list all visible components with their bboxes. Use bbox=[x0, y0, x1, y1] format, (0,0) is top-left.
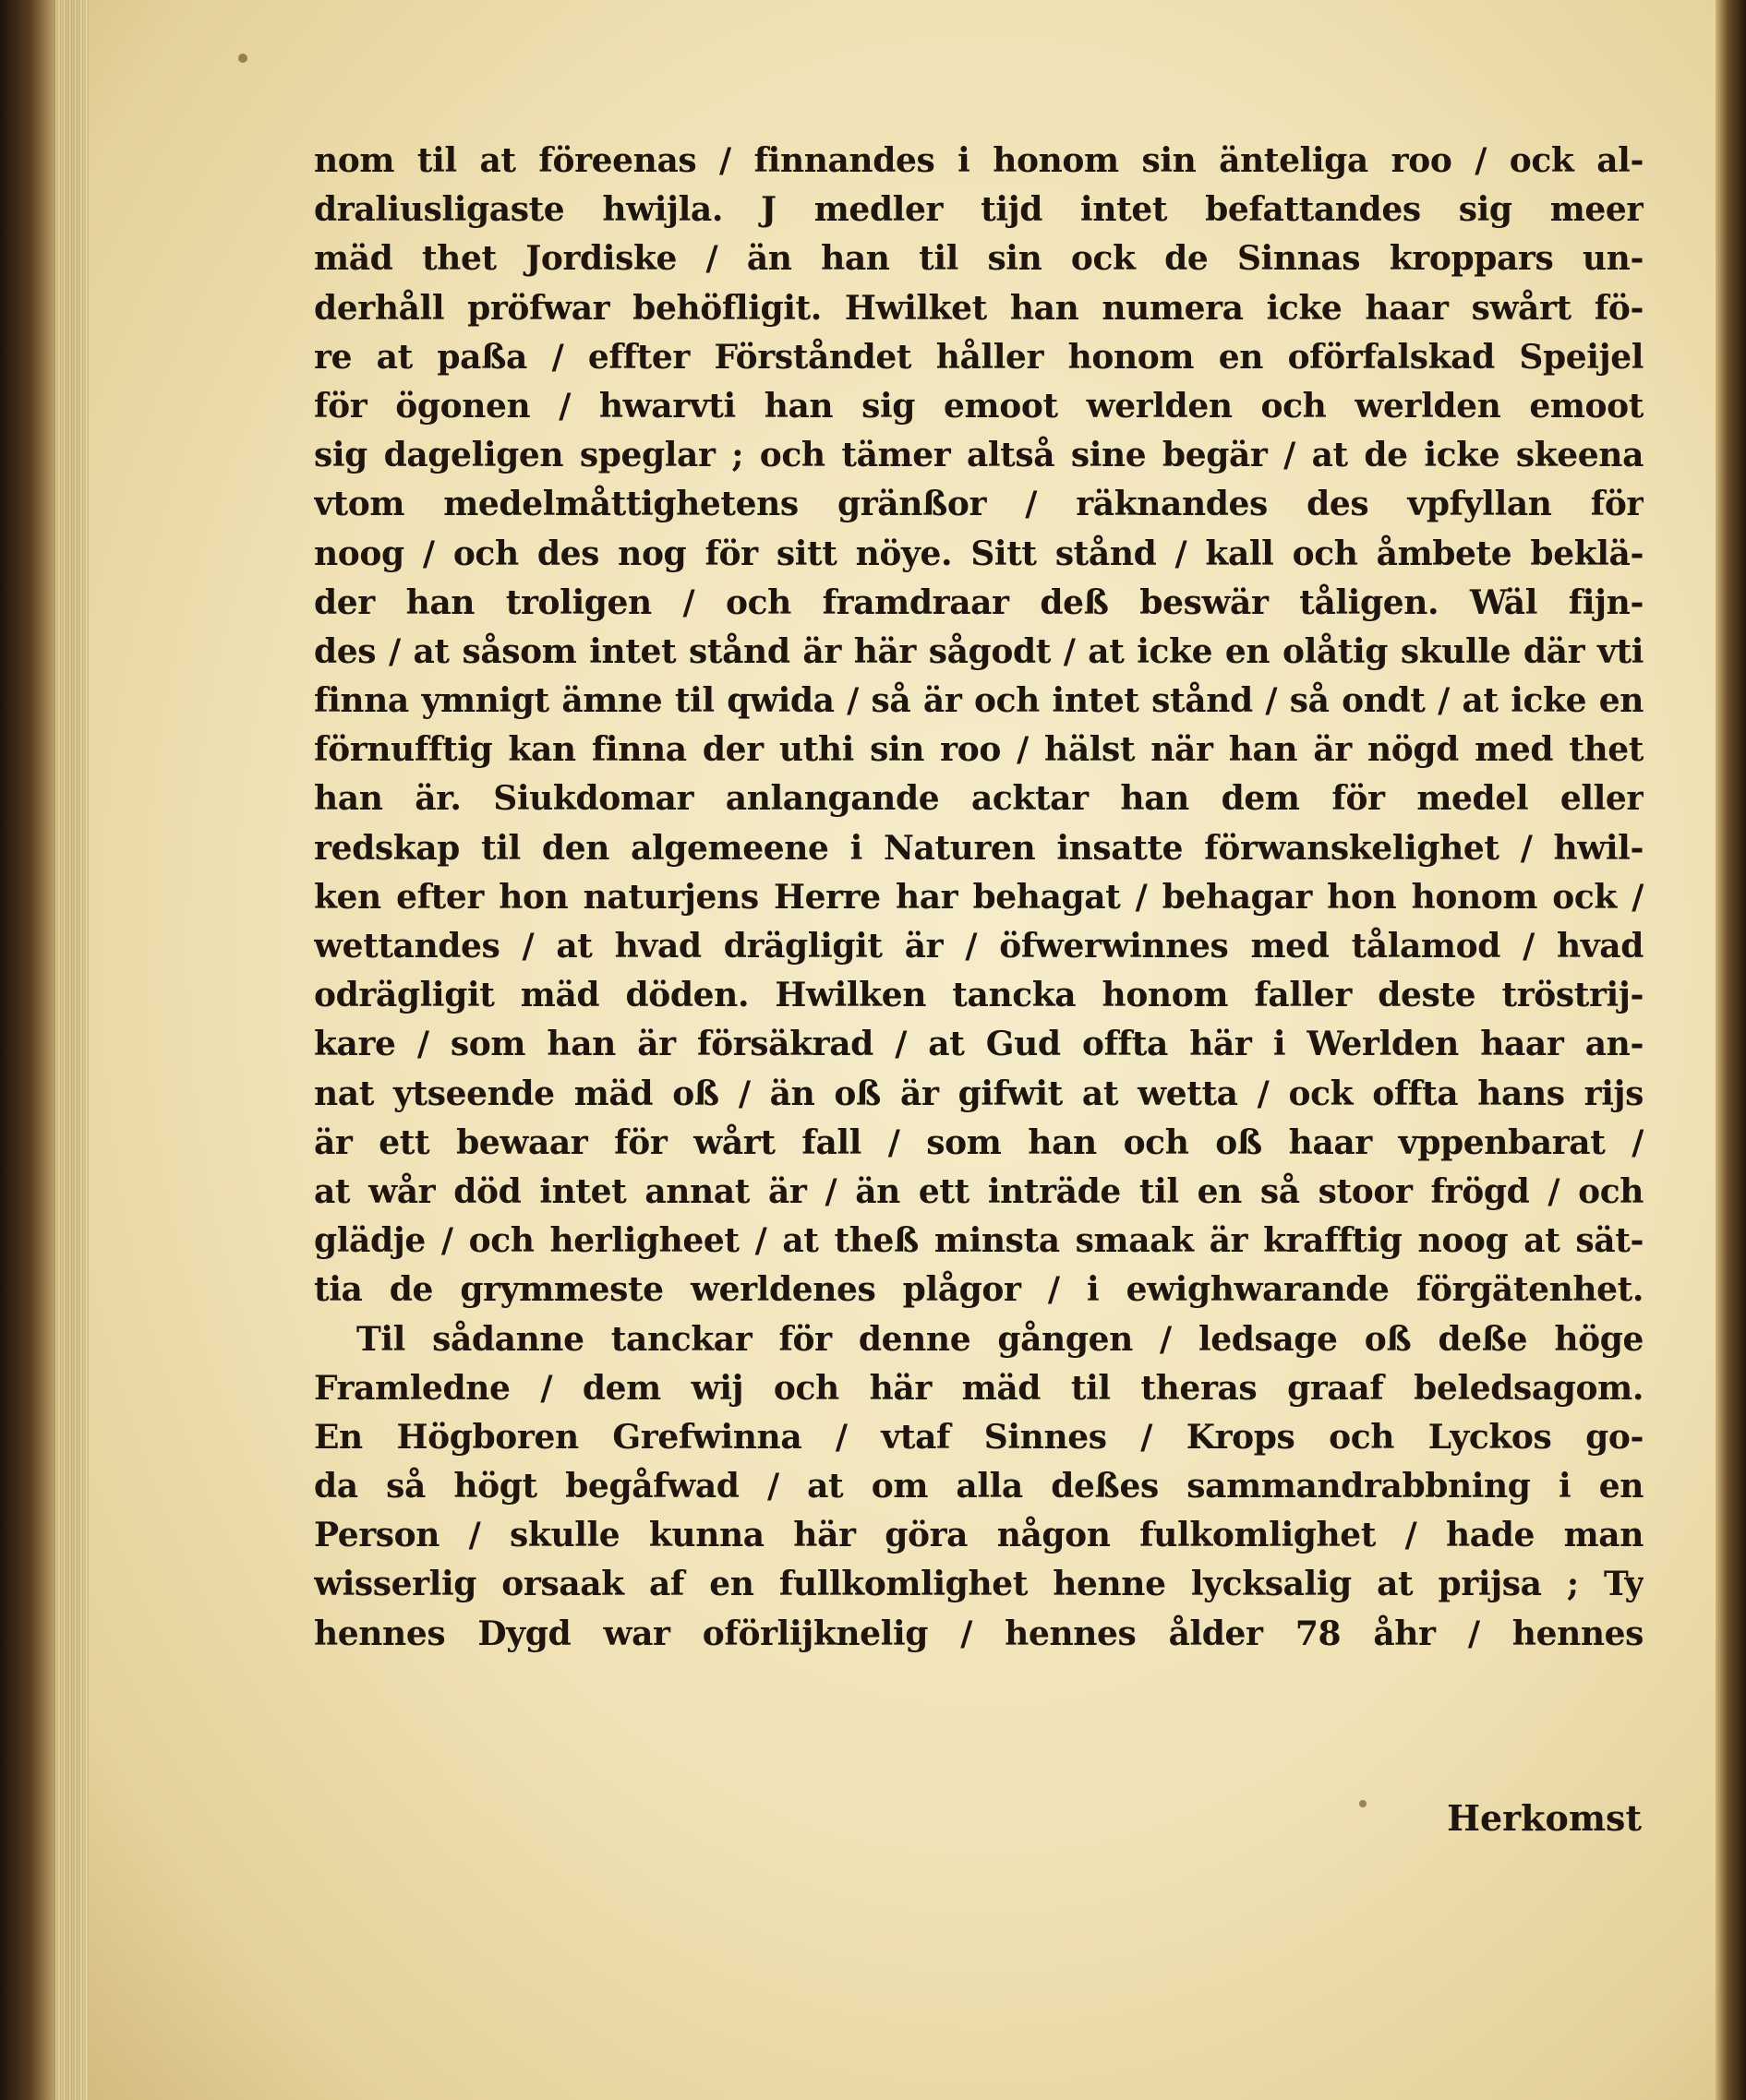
text-line: des / at såsom intet stånd är här sågodt / at icke en olåtig skulle där vti bbox=[314, 631, 1644, 671]
text-line: Til sådanne tanckar för denne gången / ledsage oß deße höge bbox=[356, 1319, 1644, 1359]
text-line: han är. Siukdomar anlangande acktar han dem för medel eller bbox=[314, 779, 1644, 819]
text-line: mäd thet Jordiske / än han til sin ock de Sinnas kroppars un- bbox=[314, 239, 1644, 279]
text-line: wettandes / at hvad drägligit är / öfwerwinnes med tålamod / hvad bbox=[314, 927, 1644, 966]
text-line: hennes Dygd war oförlijknelig / hennes ålder 78 åhr / hennes bbox=[314, 1614, 1644, 1653]
text-line: glädje / och herligheet / at theß minsta smaak är krafftig noog at sät- bbox=[314, 1221, 1644, 1261]
show-through-text bbox=[314, 1758, 1644, 1831]
text-line: ken efter hon naturjens Herre har behagat / behagar hon honom ock / bbox=[314, 877, 1644, 917]
text-line: är ett bewaar för wårt fall / som han och oß haar vppenbarat / bbox=[314, 1122, 1644, 1162]
page-edges bbox=[55, 0, 92, 2100]
text-line: re at paßa / effter Förståndet håller honom en oförfalskad Speijel bbox=[314, 337, 1644, 377]
text-line: Person / skulle kunna här göra någon fulkomlighet / hade man bbox=[314, 1516, 1644, 1555]
text-line: tia de grymmeste werldenes plågor / i ewighwarande förgätenhet. bbox=[314, 1270, 1644, 1310]
body-text bbox=[314, 137, 1644, 1659]
text-line: vtom medelmåttighetens gränßor / räknandes des vpfyllan för bbox=[314, 485, 1644, 524]
text-line: da så högt begåfwad / at om alla deßes sammandrabbning i en bbox=[314, 1467, 1644, 1506]
text-line: för ögonen / hwarvti han sig emoot werlden och werlden emoot bbox=[314, 386, 1644, 426]
text-line: nat ytseende mäd oß / än oß är gifwit at wetta / ock offta hans rijs bbox=[314, 1074, 1644, 1113]
text-line: finna ymnigt ämne til qwida / så är och intet stånd / så ondt / at icke en bbox=[314, 681, 1644, 721]
text-line: nom til at föreenas / finnandes i honom sin änteliga roo / ock al- bbox=[314, 141, 1644, 180]
text-line: sig dageligen speglar ; och tämer altså sine begär / at de icke skeena bbox=[314, 436, 1644, 475]
text-line: Framledne / dem wij och här mäd til theras graaf beledsagom. bbox=[314, 1368, 1644, 1408]
paper-speck bbox=[238, 54, 247, 63]
text-line: En Högboren Grefwinna / vtaf Sinnes / Krops och Lyckos go- bbox=[314, 1417, 1644, 1457]
text-line: der han troligen / och framdraar deß beswär tåligen. Wäl fijn- bbox=[314, 582, 1644, 622]
text-line: derhåll pröfwar behöfligit. Hwilket han numera icke haar swårt fö- bbox=[314, 288, 1644, 328]
text-line: noog / och des nog för sitt nöye. Sitt stånd / kall och åmbete beklä- bbox=[314, 534, 1644, 573]
text-line: redskap til den algemeene i Naturen insatte förwanskelighet / hwil- bbox=[314, 828, 1644, 868]
text-line: förnufftig kan finna der uthi sin roo / hälst när han är nögd med thet bbox=[314, 730, 1644, 770]
catchword: Herkomst bbox=[1447, 1797, 1642, 1839]
text-line: kare / som han är försäkrad / at Gud offta här i Werlden haar an- bbox=[314, 1025, 1644, 1064]
text-line: wisserlig orsaak af en fullkomlighet henne lycksalig at prijsa ; Ty bbox=[314, 1565, 1644, 1604]
book-binding-right bbox=[1716, 0, 1746, 2100]
text-line: draliusligaste hwijla. J medler tijd intet befattandes sig meer bbox=[314, 190, 1644, 230]
text-line: at wår död intet annat är / än ett inträde til en så stoor frögd / och bbox=[314, 1171, 1644, 1211]
text-line: odrägligit mäd döden. Hwilken tancka honom faller deste tröstrij- bbox=[314, 976, 1644, 1015]
